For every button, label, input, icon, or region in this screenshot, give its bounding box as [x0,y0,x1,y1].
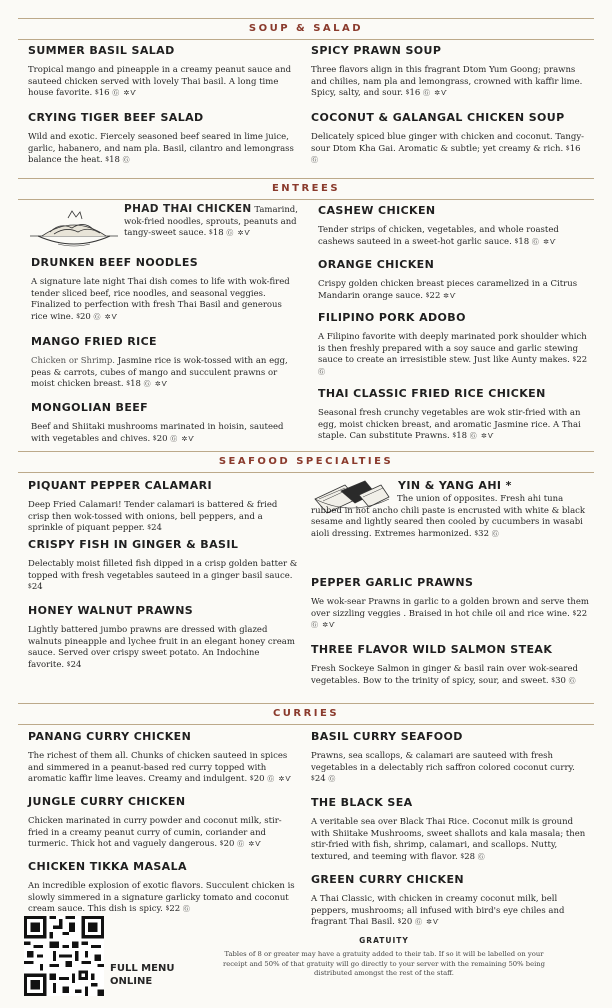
item-title: CRISPY FISH IN GINGER & BASIL [28,538,239,551]
item-description: Tropical mango and pineapple in a creamy peanut sauce and sauteed chicken served with lovely Thai basil. A long time house favorite. $16 Ⓖ ✲Ѵ [28,65,292,98]
item-price: 22 [169,904,181,914]
dietary-icons: Ⓖ [328,775,337,783]
dietary-icons: Ⓖ [311,156,319,164]
item-description: Delectably moist filleted fish dipped in a crisp golden batter & topped with fresh vegetables sauteed in a ginger basil sauce. $24 [28,559,298,592]
gratuity-text: Tables of 8 or greater may have a gratuity added to their tab. If so it will be labelled on your receipt and 50% of that gratuity will go directly to your server with the remaining 50% being distributed amongst the rest of the staff. [222,950,546,977]
item-price: 32 [478,528,489,539]
item-title: HONEY WALNUT PRAWNS [28,604,194,617]
menu-item-basil-curry-seafood [311,730,589,786]
item-description: Lightly battered jumbo prawns are dressed with glazed walnuts pineapple and lychee fruit in an elegant honey cream sauce. Served over crispy sweet potato. An Indochine favorite. $24 [28,625,295,670]
section-title: SEAFOOD SPECIALTIES [218,456,394,467]
item-price: 16 [569,143,581,154]
item-price: 18 [212,228,224,238]
item-description: A Thai Classic, with chicken in creamy coconut milk, bell peppers, mushrooms; all infused with bird's eye chiles and fragrant Thai Basil. $20 Ⓖ ✲Ѵ [311,894,565,927]
section-title: ENTREES [271,183,341,194]
menu-item-chicken-tikka-masala [28,860,298,916]
menu-item-coconut-galangal-soup [311,111,587,167]
menu-item-yin-yang-ahi [311,494,589,540]
item-description: PHAD THAI CHICKEN Tamarind, wok-fried noodles, sprouts, peanuts and tangy-sweet sauce. $18 Ⓖ ✲Ѵ [124,203,298,238]
item-description: Tender strips of chicken, vegetables, and whole roasted cashews sauteed in a sweet-hot garlic sauce. $18 Ⓖ ✲Ѵ [318,225,559,247]
item-title: BASIL CURRY SEAFOOD [311,730,463,743]
item-price: 18 [518,236,530,247]
item-title: ORANGE CHICKEN [318,258,435,271]
menu-item-drunken-beef-noodles [31,256,301,323]
item-description: The union of opposites. Fresh ahi tuna rubbed in hot ancho chili paste is encrusted with white & black sesame and lightly seared then cooled by cucumbers in wasabi aioli dressing. Extremes harmonized. $32 Ⓖ [311,494,586,539]
item-description: An incredible explosion of exotic flavors. Succulent chicken is slowly simmered in a signature garlicky tomato and coconut cream sauce. This dish is spicy. $22 Ⓖ [28,881,295,914]
dietary-icons: ✲Ѵ [443,291,457,300]
dietary-icons: Ⓖ ✲Ѵ [469,432,495,440]
item-title: PHAD THAI CHICKEN [124,203,252,215]
item-price: 16 [98,88,110,98]
dietary-icons: Ⓖ ✲Ѵ [226,229,251,237]
item-title: GREEN CURRY CHICKEN [311,873,464,886]
menu-item-black-sea [311,796,589,863]
menu-item-mango-fried-rice [31,335,301,391]
gratuity-heading: GRATUITY [359,936,409,945]
item-title: COCONUT & GALANGAL CHICKEN SOUP [311,111,565,124]
item-price: 24 [31,582,43,592]
menu-item-crying-tiger-beef-salad [28,111,298,167]
dietary-icons: Ⓖ [182,905,191,913]
dietary-icons: Ⓖ ✲Ѵ [414,918,440,926]
item-description: Chicken or Shrimp. Jasmine rice is wok-tossed with an egg, peas & carrots, cubes of mango and succulent prawns or moist chicken breast. $18 Ⓖ ✲Ѵ [31,356,288,389]
item-title: THAI CLASSIC FRIED RICE CHICKEN [318,387,546,400]
item-price: 20 [253,774,265,784]
item-price: 24 [151,523,162,533]
item-price: 18 [109,155,120,165]
dietary-icons: Ⓖ ✲Ѵ [311,621,336,629]
dietary-icons: Ⓖ ✲Ѵ [143,380,169,388]
menu-item-thai-classic-fried-rice [318,387,588,443]
section-header-soup-salad [18,18,594,40]
item-title: FILIPINO PORK ADOBO [318,311,466,324]
item-price: 22 [576,608,588,619]
item-title: JUNGLE CURRY CHICKEN [28,795,186,808]
item-price: 16 [409,88,421,98]
item-description: Prawns, sea scallops, & calamari are sauteed with fresh vegetables in a delectably rich saffron colored coconut curry. $24 Ⓖ [311,751,575,784]
section-header-curries [18,703,594,725]
dietary-icons: Ⓖ ✲Ѵ [423,89,448,97]
section-header-entrees [18,178,594,200]
menu-item-phad-thai-chicken [124,204,300,240]
item-description: A Filipino favorite with deeply marinated pork shoulder which is then freshly prepared with a soy sauce and garlic stewing sauce to create an irresistible stew. Just like Aunty makes. $22 Ⓖ [318,332,588,376]
item-description: Fresh Sockeye Salmon in ginger & basil rain over wok-seared vegetables. Bow to the trinity of spicy, sour, and sweet. $30 Ⓖ [311,664,578,686]
menu-item-filipino-pork-adobo [318,311,588,378]
item-title: PEPPER GARLIC PRAWNS [311,576,474,589]
menu-item-panang-curry [28,730,298,786]
dietary-icons: Ⓖ [122,156,131,164]
item-price: 24 [70,659,82,670]
menu-item-mongolian-beef [31,401,301,445]
menu-item-pepper-garlic-prawns [311,576,589,632]
item-price: 24 [314,774,326,784]
item-price: 28 [464,851,476,862]
item-title: MANGO FRIED RICE [31,335,157,348]
item-description: Crispy golden chicken breast pieces caramelized in a Citrus Mandarin orange sauce. $22 ✲Ѵ [318,279,578,301]
menu-item-cashew-chicken [318,204,588,248]
item-description: We wok-sear Prawns in garlic to a golden brown and serve them over sizzling veggies . Braised in hot chile oil and rice wine. $22 Ⓖ ✲Ѵ [311,597,589,629]
item-description: Three flavors align in this fragrant Dtom Yum Goong; prawns and chilies, nam pla and lemongrass, crowned with kaffir lime. Spicy, salty, and sour. $16 Ⓖ ✲Ѵ [311,65,583,98]
item-description: Delicately spiced blue ginger with chicken and coconut. Tangy-sour Dtom Kha Gai. Aromatic & subtle; yet creamy & rich. $16 Ⓖ [311,132,585,164]
full-menu-online-link[interactable]: FULL MENU ONLINE [110,963,175,987]
dietary-icons: Ⓖ [477,852,486,861]
item-title: THE BLACK SEA [311,796,413,809]
item-price: 22 [429,290,441,301]
dietary-icons: Ⓖ ✲Ѵ [531,237,557,246]
section-header-seafood [18,451,594,473]
item-description: Deep Fried Calamari! Tender calamari is battered & fried crisp then wok-tossed with onions, bell peppers, and a sprinkle of piquant pepper. $24 [28,500,278,533]
item-price: 18 [456,431,468,441]
item-price: 30 [555,675,566,686]
item-title: PANANG CURRY CHICKEN [28,730,192,743]
qr-code-icon[interactable] [24,916,104,996]
noodle-bowl-illustration [28,208,120,248]
item-description: A veritable sea over Black Thai Rice. Coconut milk is ground with Shiitake Mushrooms, sweet shallots and kala masala; then stir-fried with fish, shrimp, calamari, and scallops. Nutty, textured, and teeming with flavor. $28 Ⓖ [311,817,586,862]
item-description: Wild and exotic. Fiercely seasoned beef seared in lime juice, garlic, habanero, and nam pla. Basil, cilantro and lemongrass balance the heat. $18 Ⓖ [28,132,294,165]
dietary-icons: Ⓖ ✲Ѵ [237,840,262,848]
item-price: 22 [576,355,588,365]
item-description: The richest of them all. Chunks of chicken sauteed in spices and simmered in a peanut-based red curry topped with aromatic kaffir lime leaves. Creamy and indulgent. $20 Ⓖ ✲Ѵ [28,751,292,784]
dietary-icons: Ⓖ ✲Ѵ [93,312,119,321]
menu-item-orange-chicken [318,258,588,302]
dietary-icons: Ⓖ ✲Ѵ [170,434,195,443]
item-price: 20 [80,311,91,322]
item-price: 20 [223,839,235,849]
item-description: Seasonal fresh crunchy vegetables are wok stir-fried with an egg, moist chicken breast, and aromatic Jasmine rice. A Thai staple. Can substitute Prawns. $18 Ⓖ ✲Ѵ [318,408,581,441]
menu-item-spicy-prawn-soup [311,44,587,100]
item-title: YIN & YANG AHI * [398,479,512,492]
item-title: CASHEW CHICKEN [318,204,436,217]
menu-item-green-curry [311,873,589,929]
item-title: THREE FLAVOR WILD SALMON STEAK [311,643,553,656]
item-title: DRUNKEN BEEF NOODLES [31,256,199,269]
item-price: 20 [401,917,413,927]
item-title: SUMMER BASIL SALAD [28,44,175,57]
item-description: A signature late night Thai dish comes to life with wok-fired tender sliced beef, rice noodles, and seasonal veggies. Finalized to perfection with fresh Thai Basil and generous rice wine. $20 Ⓖ ✲Ѵ [31,277,290,322]
item-title: MONGOLIAN BEEF [31,401,149,414]
item-description: Chicken marinated in curry powder and coconut milk, stir-fried in a creamy peanut curry of cumin, coriander and turmeric. Thick hot and vaguely dangerous. $20 Ⓖ ✲Ѵ [28,816,282,849]
item-description: Beef and Shiitaki mushrooms marinated in hoisin, sauteed with vegetables and chives. $20 Ⓖ ✲Ѵ [31,422,284,444]
item-title: CRYING TIGER BEEF SALAD [28,111,204,124]
section-title: SOUP & SALAD [248,23,364,34]
menu-item-honey-walnut-prawns [28,604,298,671]
dietary-icons: Ⓖ ✲Ѵ [112,89,137,97]
section-title: CURRIES [272,708,340,719]
menu-item-piquant-pepper-calamari [28,479,298,535]
item-price: 20 [156,433,168,444]
dietary-icons: Ⓖ [568,676,577,685]
item-title: PIQUANT PEPPER CALAMARI [28,479,212,492]
dietary-icons: Ⓖ ✲Ѵ [267,775,292,783]
dietary-icons: Ⓖ [491,529,500,538]
menu-item-crispy-fish [28,538,298,594]
item-title: SPICY PRAWN SOUP [311,44,442,57]
menu-item-summer-basil-salad [28,44,298,100]
item-price: 18 [130,379,141,389]
menu-item-salmon-steak [311,643,589,687]
item-title: CHICKEN TIKKA MASALA [28,860,187,873]
menu-item-jungle-curry [28,795,298,851]
dietary-icons: Ⓖ [318,367,326,376]
